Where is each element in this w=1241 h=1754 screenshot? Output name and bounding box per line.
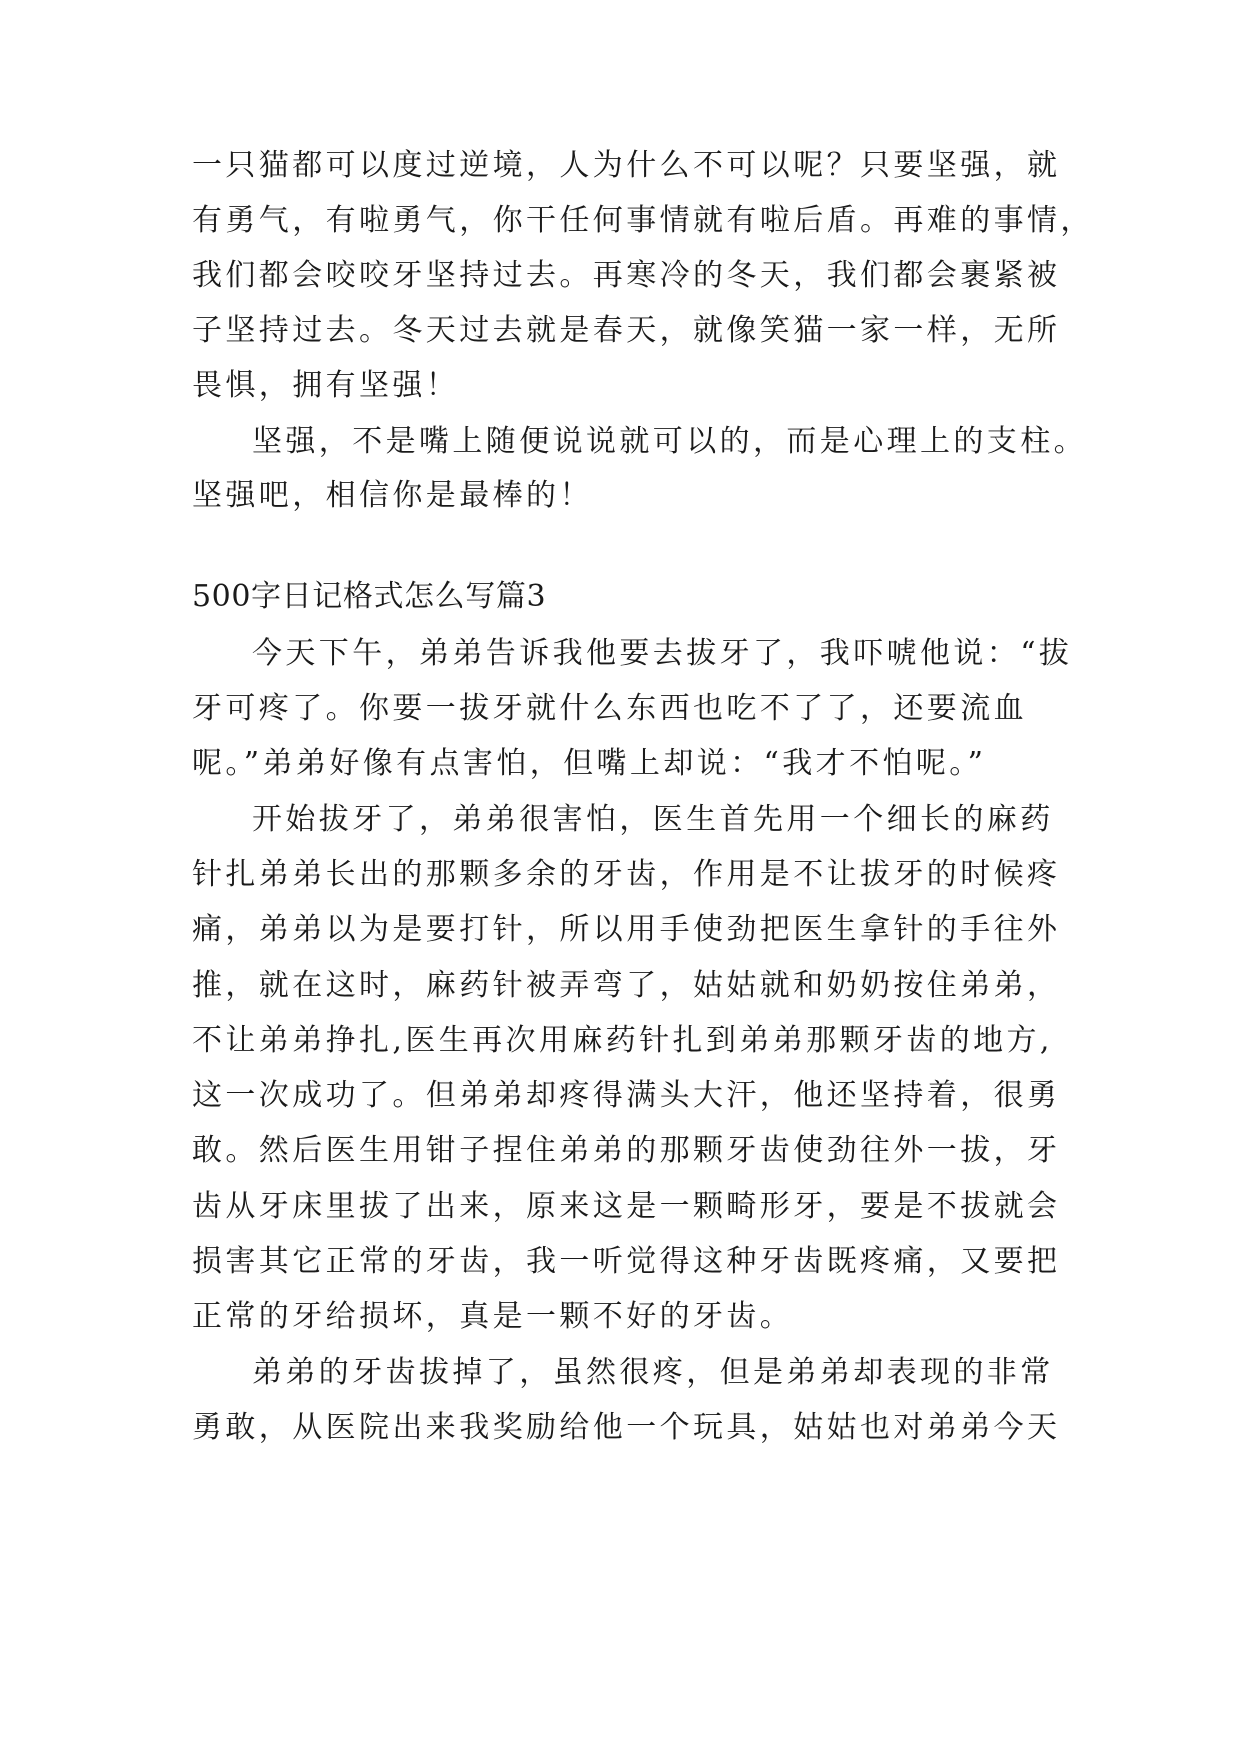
body-text-line: 正常的牙给损坏，真是一颗不好的牙齿。 <box>192 1299 794 1334</box>
body-text-line: 勇敢，从医院出来我奖励给他一个玩具，姑姑也对弟弟今天 <box>192 1410 1061 1445</box>
body-text-line: 痛，弟弟以为是要打针，所以用手使劲把医生拿针的手往外 <box>192 912 1061 947</box>
body-text-line: 畏惧，拥有坚强！ <box>192 368 460 403</box>
body-text-line: 推，就在这时，麻药针被弄弯了，姑姑就和奶奶按住弟弟， <box>192 968 1061 1003</box>
body-text-line: 开始拔牙了，弟弟很害怕，医生首先用一个细长的麻药 <box>252 802 1054 837</box>
body-text-line: 敢。然后医生用钳子捏住弟弟的那颗牙齿使劲往外一拔，牙 <box>192 1133 1061 1168</box>
body-text-line: 我们都会咬咬牙坚持过去。再寒冷的冬天，我们都会裹紧被 <box>192 258 1061 293</box>
body-text-line: 子坚持过去。冬天过去就是春天，就像笑猫一家一样，无所 <box>192 313 1061 348</box>
body-text-line: 呢。”弟弟好像有点害怕，但嘴上却说：“我才不怕呢。” <box>192 746 987 781</box>
section-heading: 500字日记格式怎么写篇3 <box>192 579 547 614</box>
body-text-line: 不让弟弟挣扎,医生再次用麻药针扎到弟弟那颗牙齿的地方, <box>192 1023 1053 1058</box>
body-text-line: 牙可疼了。你要一拔牙就什么东西也吃不了了，还要流血 <box>192 691 1027 726</box>
body-text-line: 针扎弟弟长出的那颗多余的牙齿，作用是不让拔牙的时候疼 <box>192 857 1061 892</box>
body-text-line: 这一次成功了。但弟弟却疼得满头大汗，他还坚持着，很勇 <box>192 1078 1061 1113</box>
body-text-line: 弟弟的牙齿拔掉了，虽然很疼，但是弟弟却表现的非常 <box>252 1355 1054 1390</box>
body-text-line: 损害其它正常的牙齿，我一听觉得这种牙齿既疼痛，又要把 <box>192 1244 1061 1279</box>
body-text-line: 今天下午，弟弟告诉我他要去拔牙了，我吓唬他说：“拔 <box>252 636 1073 671</box>
body-text-line: 齿从牙床里拔了出来，原来这是一颗畸形牙，要是不拔就会 <box>192 1189 1061 1224</box>
body-text-line: 坚强吧，相信你是最棒的！ <box>192 478 593 513</box>
body-text-line: 一只猫都可以度过逆境，人为什么不可以呢？只要坚强，就 <box>192 148 1061 183</box>
body-text-line: 有勇气，有啦勇气，你干任何事情就有啦后盾。再难的事情， <box>192 203 1094 238</box>
body-text-line: 坚强，不是嘴上随便说说就可以的，而是心理上的支柱。 <box>252 424 1087 459</box>
